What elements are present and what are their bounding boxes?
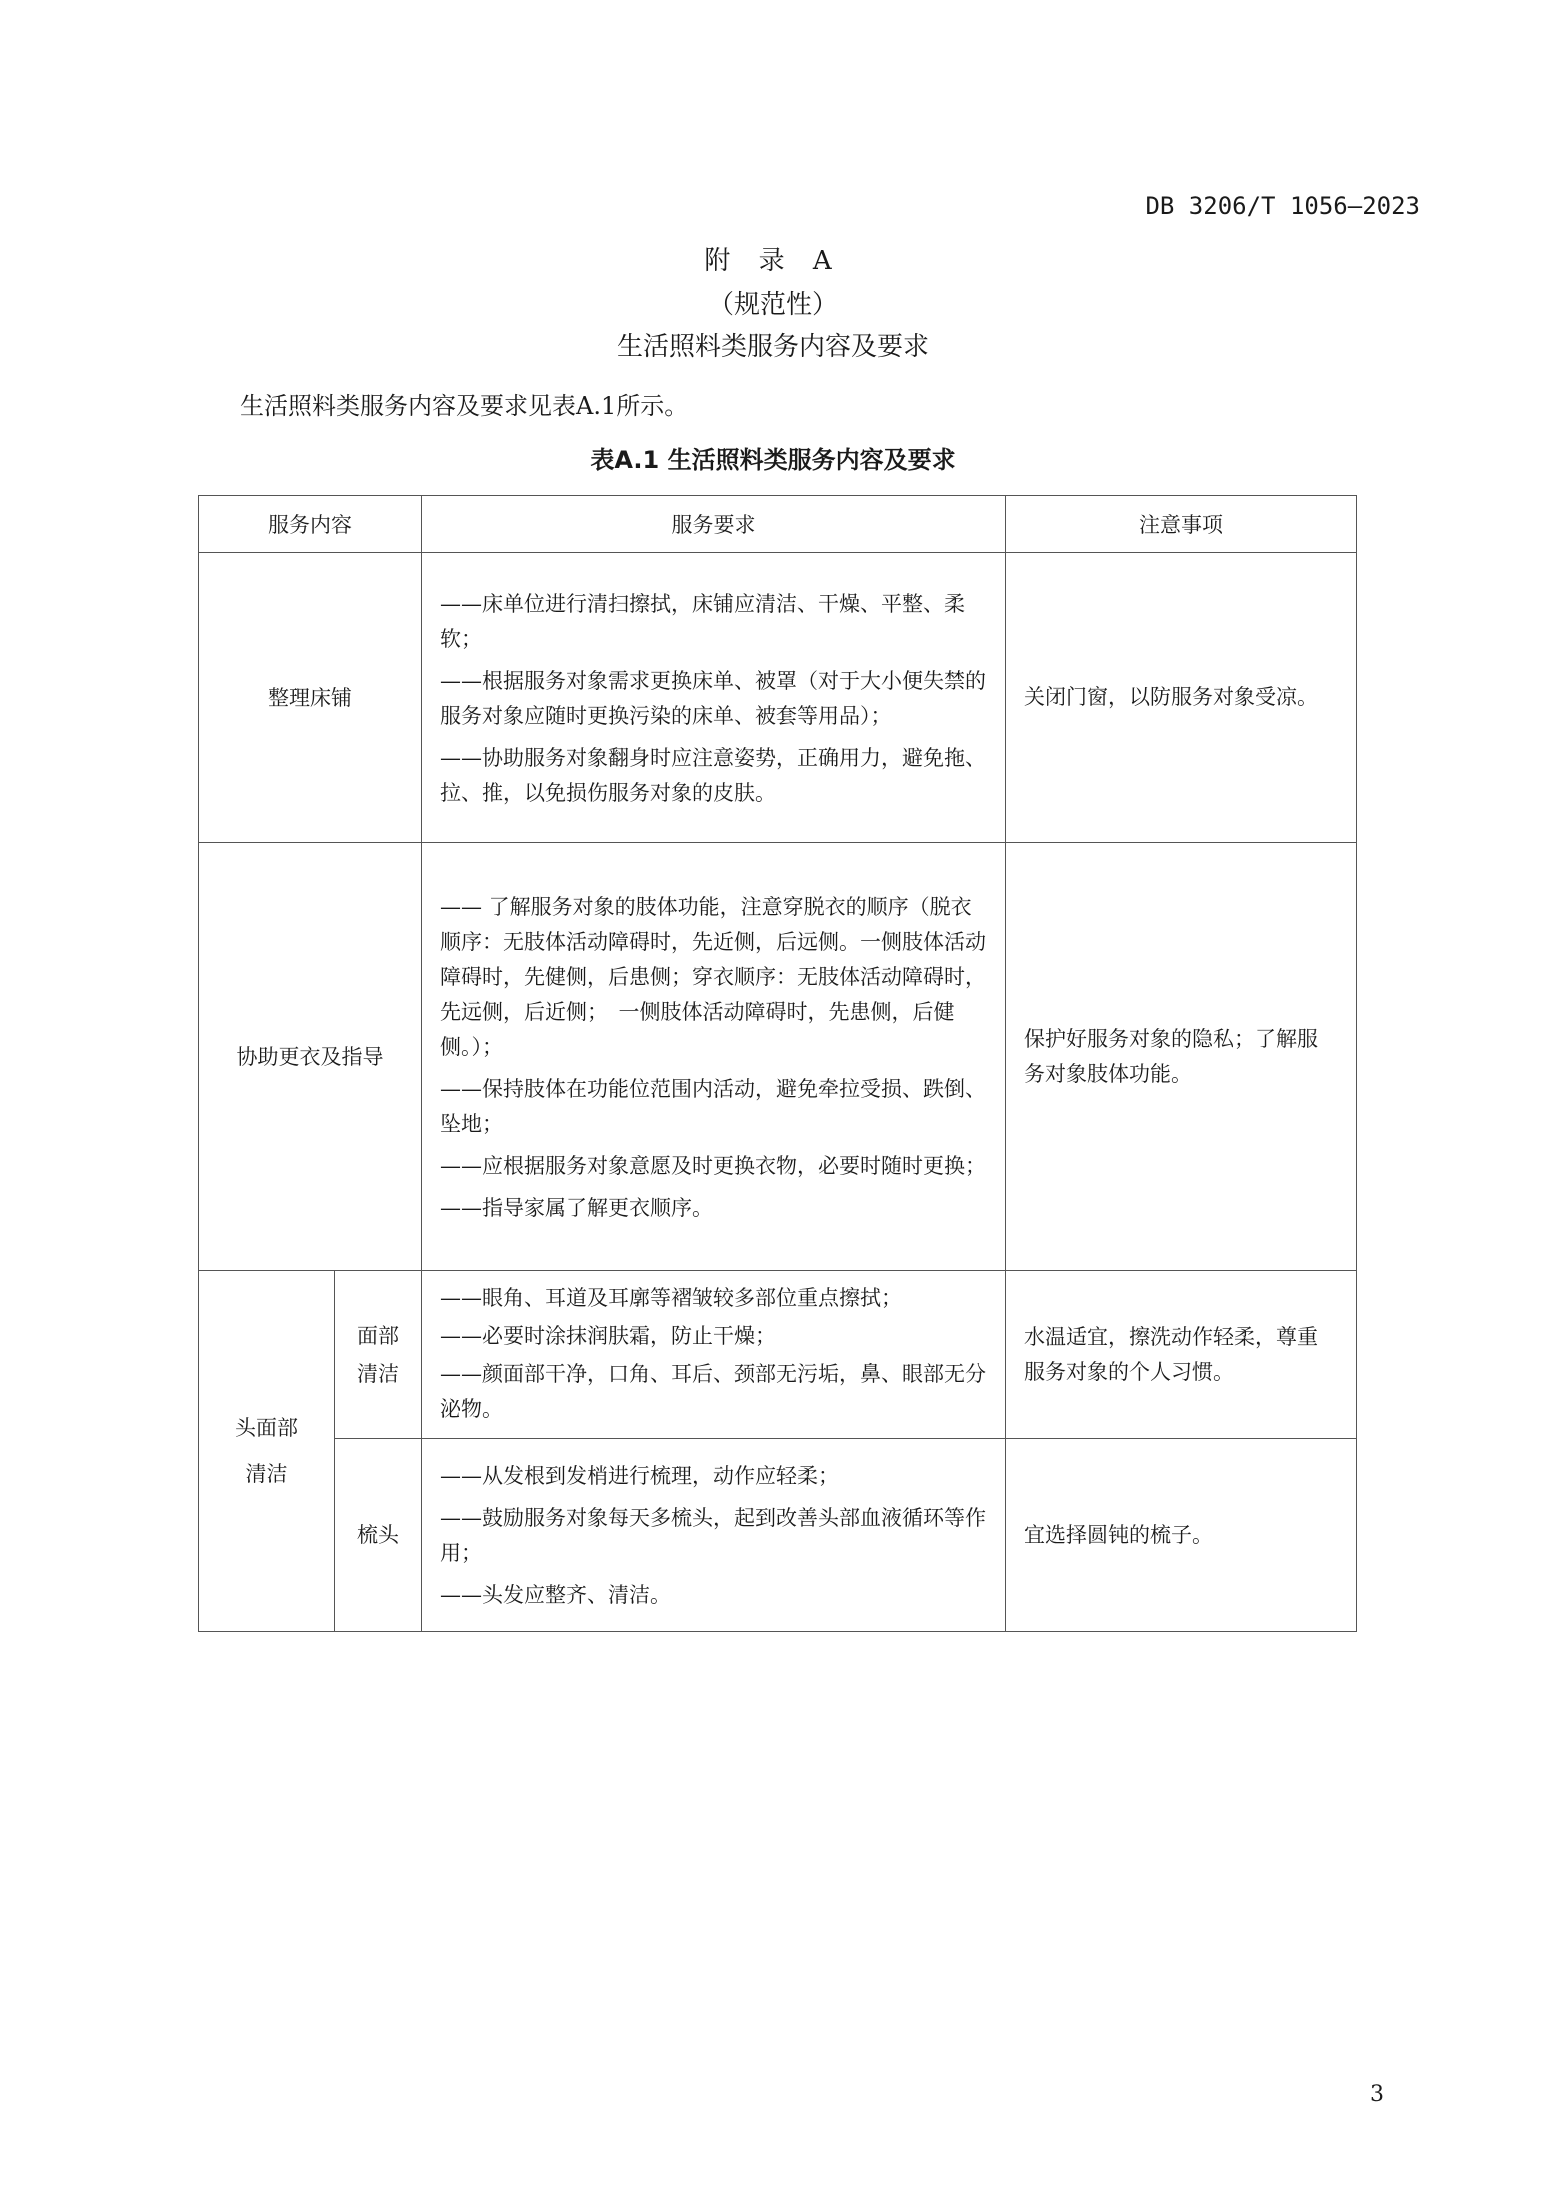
group-label: 头面部清洁	[235, 1416, 298, 1486]
table-title: 表A.1 生活照料类服务内容及要求	[590, 446, 956, 474]
table-row	[199, 553, 1357, 843]
table-row	[199, 1271, 1357, 1439]
table-header-row	[199, 496, 1357, 553]
requirement-item: ——必要时涂抹润肤霜，防止干燥；	[440, 1324, 776, 1348]
requirement-item: ——协助服务对象翻身时应注意姿势，正确用力，避免拖、拉、推，以免损伤服务对象的皮肤。	[440, 745, 986, 805]
subrow-label-face	[335, 1271, 422, 1439]
row-content-head-face-cleaning	[199, 1271, 335, 1632]
header-notes: 注意事项	[1006, 496, 1357, 553]
requirement-item: —— 了解服务对象的肢体功能，注意穿脱衣的顺序（脱衣顺序：无肢体活动障碍时，先近侧，后远侧。一侧肢体活动障碍时，先健侧，后患侧；穿衣顺序：无肢体活动障碍时，先远侧，后近侧； 一侧肢体活动障碍时，先患侧，后健侧。）；	[440, 894, 986, 1059]
row-content-make-bed: 整理床铺	[199, 553, 422, 843]
row-content-dressing: 协助更衣及指导	[199, 843, 422, 1271]
row-requirements	[422, 1271, 1006, 1439]
document-code: DB 3206/T 1056—2023	[1145, 192, 1420, 220]
intro-paragraph: 生活照料类服务内容及要求见表A.1所示。	[240, 392, 689, 420]
subrow-label: 面部清洁	[357, 1323, 399, 1386]
table-row	[199, 1439, 1357, 1632]
table-row	[199, 843, 1357, 1271]
requirement-item: ——应根据服务对象意愿及时更换衣物，必要时随时更换；	[440, 1153, 986, 1178]
row-requirements	[422, 553, 1006, 843]
requirement-item: ——颜面部干净，口角、耳后、颈部无污垢，鼻、眼部无分泌物。	[440, 1362, 986, 1421]
row-note: 关闭门窗，以防服务对象受凉。	[1006, 553, 1357, 843]
row-note: 保护好服务对象的隐私；了解服务对象肢体功能。	[1006, 843, 1357, 1271]
requirement-item: ——保持肢体在功能位范围内活动，避免牵拉受损、跌倒、坠地；	[440, 1076, 986, 1136]
requirement-item: ——根据服务对象需求更换床单、被罩（对于大小便失禁的服务对象应随时更换污染的床单、被套等用品）；	[440, 668, 986, 728]
page-number: 3	[1370, 2082, 1384, 2107]
service-table	[198, 495, 1357, 1632]
header-service-requirements: 服务要求	[422, 496, 1006, 553]
row-requirements	[422, 843, 1006, 1271]
requirement-item: ——指导家属了解更衣顺序。	[440, 1195, 713, 1220]
appendix-label: 附 录 A	[704, 246, 842, 276]
requirement-item: ——床单位进行清扫擦拭，床铺应清洁、干燥、平整、柔软；	[440, 591, 965, 651]
row-note: 水温适宜，擦洗动作轻柔，尊重服务对象的个人习惯。	[1006, 1271, 1357, 1439]
requirement-item: ——眼角、耳道及耳廓等褶皱较多部位重点擦拭；	[440, 1286, 902, 1310]
appendix-title: 生活照料类服务内容及要求	[616, 332, 929, 362]
header-service-content: 服务内容	[199, 496, 422, 553]
row-requirements	[422, 1439, 1006, 1632]
subrow-label-comb: 梳头	[335, 1439, 422, 1632]
requirement-item: ——鼓励服务对象每天多梳头，起到改善头部血液循环等作用；	[440, 1506, 986, 1565]
requirement-item: ——头发应整齐、清洁。	[440, 1583, 671, 1607]
requirement-item: ——从发根到发梢进行梳理，动作应轻柔；	[440, 1464, 839, 1488]
row-note: 宜选择圆钝的梳子。	[1006, 1439, 1357, 1632]
appendix-type: （规范性）	[707, 290, 838, 320]
